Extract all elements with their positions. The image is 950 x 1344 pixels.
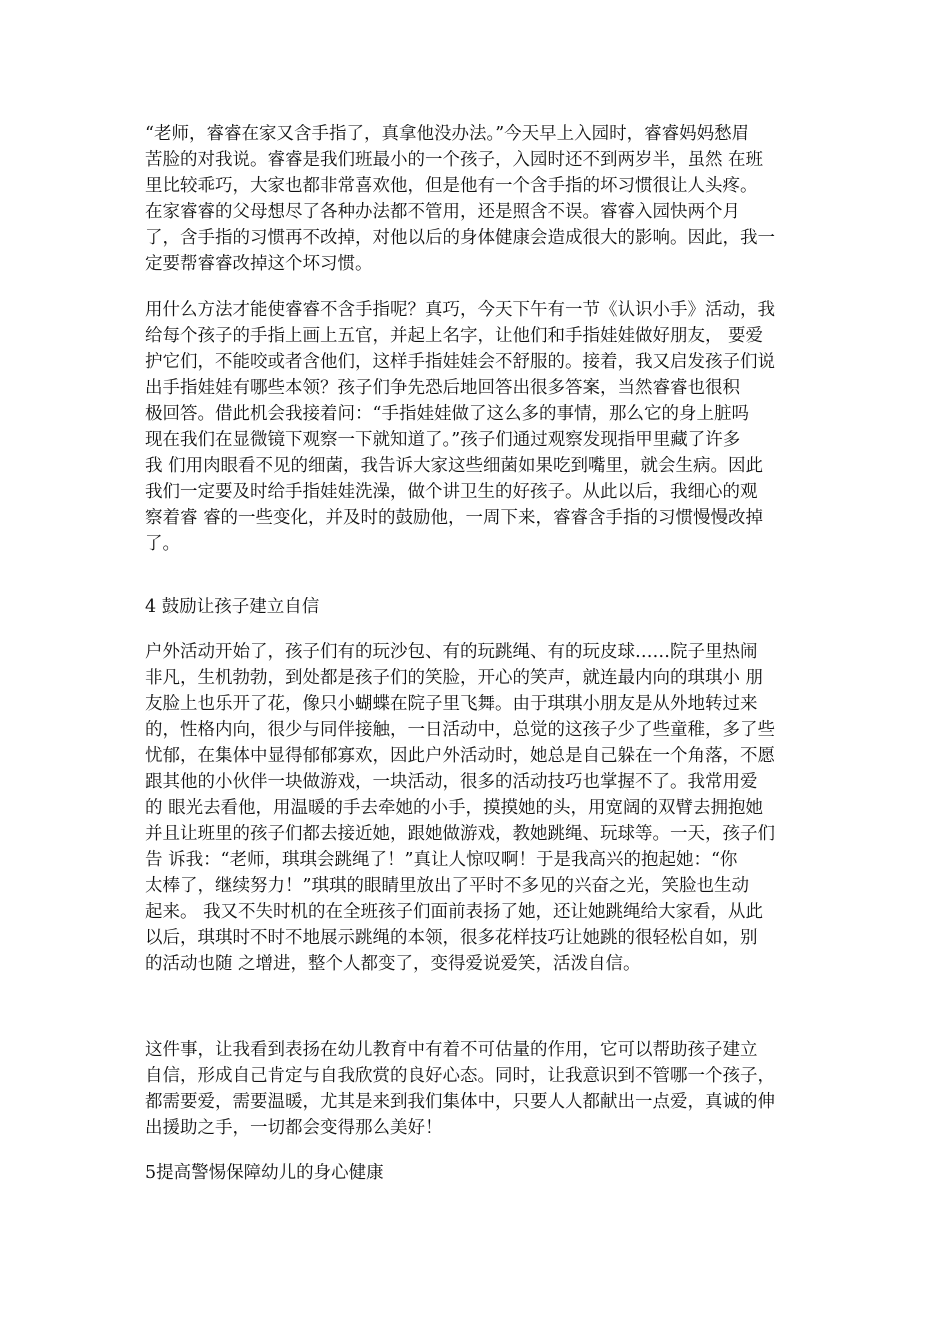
paragraph-4-line: 出援助之手，一切都会变得那么美好！ bbox=[145, 1118, 443, 1138]
paragraph-3-line: 的，性格内向，很少与同伴接触，一日活动中，总觉的这孩子少了些童稚，多了些 bbox=[145, 720, 775, 740]
paragraph-3-line: 忧郁，在集体中显得郁郁寡欢，因此户外活动时，她总是自己躲在一个角落，不愿 bbox=[145, 746, 775, 766]
paragraph-2-line: 察着睿 睿的一些变化，并及时的鼓励他，一周下来，睿睿含手指的习惯慢慢改掉 bbox=[145, 508, 764, 528]
paragraph-4-line: 自信，形成自己肯定与自我欣赏的良好心态。同时，让我意识到不管哪一个孩子， bbox=[145, 1066, 775, 1086]
paragraph-1-line: 苦脸的对我说。睿睿是我们班最小的一个孩子，入园时还不到两岁半，虽然 在班 bbox=[145, 150, 764, 170]
paragraph-1-line: 在家睿睿的父母想尽了各种办法都不管用，还是照含不误。睿睿入园快两个月 bbox=[145, 202, 740, 222]
paragraph-1-line: “老师，睿睿在家又含手指了，真拿他没办法。”今天早上入园时，睿睿妈妈愁眉 bbox=[145, 124, 750, 144]
paragraph-2-line: 现在我们在显微镜下观察一下就知道了。”孩子们通过观察发现指甲里藏了许多 bbox=[145, 430, 741, 450]
paragraph-3-line: 跟其他的小伙伴一块做游戏，一块活动，很多的活动技巧也掌握不了。我常用爱 bbox=[145, 772, 758, 792]
paragraph-2-line: 护它们，不能咬或者含他们，这样手指娃娃会不舒服的。接着，我又启发孩子们说 bbox=[145, 352, 775, 372]
paragraph-3-line: 的活动也随 之增进，整个人都变了，变得爱说爱笑，活泼自信。 bbox=[145, 954, 641, 974]
paragraph-2-line: 我们一定要及时给手指娃娃洗澡，做个讲卫生的好孩子。从此以后，我细心的观 bbox=[145, 482, 758, 502]
section-heading-5: 5提高警惕保障幼儿的身心健康 bbox=[145, 1163, 384, 1183]
paragraph-1-line: 里比较乖巧，大家也都非常喜欢他，但是他有一个含手指的坏习惯很让人头疼。 bbox=[145, 176, 758, 196]
paragraph-4-line: 这件事，让我看到表扬在幼儿教育中有着不可估量的作用，它可以帮助孩子建立 bbox=[145, 1040, 758, 1060]
paragraph-3-line: 的 眼光去看他，用温暖的手去牵她的小手，摸摸她的头，用宽阔的双臂去拥抱她 bbox=[145, 798, 764, 818]
paragraph-3-line: 并且让班里的孩子们都去接近她，跟她做游戏，教她跳绳、玩球等。一天，孩子们 bbox=[145, 824, 775, 844]
paragraph-3-line: 户外活动开始了，孩子们有的玩沙包、有的玩跳绳、有的玩皮球……院子里热闹 bbox=[145, 642, 758, 662]
paragraph-1-line: 定要帮睿睿改掉这个坏习惯。 bbox=[145, 254, 373, 274]
paragraph-3-line: 告 诉我：“老师，琪琪会跳绳了！”真让人惊叹啊！于是我高兴的抱起她：“你 bbox=[145, 850, 738, 870]
paragraph-3-line: 起来。 我又不失时机的在全班孩子们面前表扬了她，还让她跳绳给大家看，从此 bbox=[145, 902, 764, 922]
paragraph-2-line: 我 们用肉眼看不见的细菌，我告诉大家这些细菌如果吃到嘴里，就会生病。因此 bbox=[145, 456, 764, 476]
paragraph-2-line: 给每个孩子的手指上画上五官，并起上名字，让他们和手指娃娃做好朋友， 要爱 bbox=[145, 326, 764, 346]
paragraph-4-line: 都需要爱，需要温暖，尤其是来到我们集体中，只要人人都献出一点爱，真诚的伸 bbox=[145, 1092, 775, 1112]
paragraph-3-line: 以后，琪琪时不时不地展示跳绳的本领，很多花样技巧让她跳的很轻松自如，别 bbox=[145, 928, 758, 948]
paragraph-2-line: 用什么方法才能使睿睿不含手指呢？真巧，今天下午有一节《认识小手》活动，我 bbox=[145, 300, 775, 320]
paragraph-3-line: 非凡，生机勃勃，到处都是孩子们的笑脸，开心的笑声，就连最内向的琪琪小 朋 bbox=[145, 668, 764, 688]
section-heading-4: 4 鼓励让孩子建立自信 bbox=[145, 597, 320, 617]
paragraph-3-line: 太棒了，继续努力！”琪琪的眼睛里放出了平时不多见的兴奋之光，笑脸也生动 bbox=[145, 876, 749, 896]
paragraph-3-line: 友脸上也乐开了花，像只小蝴蝶在院子里飞舞。由于琪琪小朋友是从外地转过来 bbox=[145, 694, 758, 714]
paragraph-1-line: 了，含手指的习惯再不改掉，对他以后的身体健康会造成很大的影响。因此，我一 bbox=[145, 228, 775, 248]
paragraph-2-line: 极回答。借此机会我接着问：“手指娃娃做了这么多的事情，那么它的身上脏吗 bbox=[145, 404, 749, 424]
paragraph-2-line: 了。 bbox=[145, 534, 180, 554]
paragraph-2-line: 出手指娃娃有哪些本领？孩子们争先恐后地回答出很多答案，当然睿睿也很积 bbox=[145, 378, 740, 398]
